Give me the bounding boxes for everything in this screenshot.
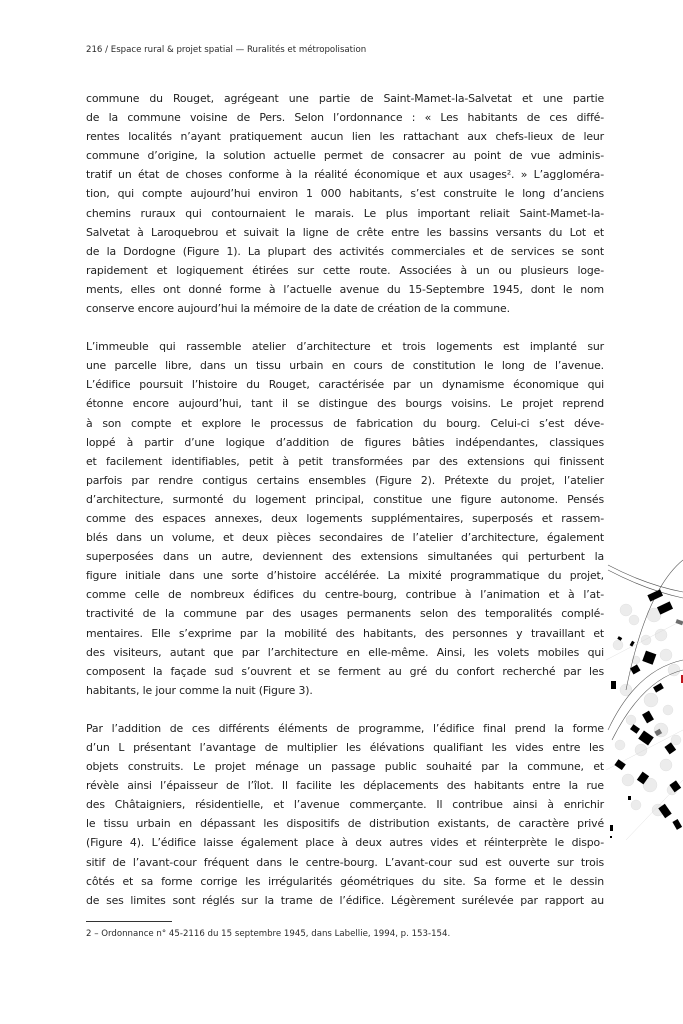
text-line: L’immeuble qui rassemble atelier d’architecture et trois logements est implanté sur bbox=[86, 340, 604, 354]
text-line: objets construits. Le projet ménage un passage public souhaité par la commune, et bbox=[86, 760, 604, 774]
text-line: composent la façade sud s’ouvrent et se ferment au gré du confort recherché par les bbox=[86, 664, 604, 678]
text-line: comme des espaces annexes, deux logements supplémentaires, superposés et rassem- bbox=[86, 511, 604, 525]
text-line: conserve encore aujourd’hui la mémoire de la date de création de la commune. bbox=[86, 302, 510, 316]
text-line: d’un L présentant l’avantage de multiplier les élévations qualifiant les vides entre les bbox=[86, 741, 604, 754]
text-line: blés dans un volume, et deux pièces secondaires de l’atelier d’architecture, également bbox=[86, 531, 604, 545]
text-line: (Figure 4). L’édifice laisse également place à deux autres vides et réinterprète le dispo- bbox=[86, 836, 604, 850]
text-line: le tissu urbain en dépassant les dispositifs de distribution existants, de caractère privé bbox=[86, 817, 604, 831]
text-line: de ses limites sont réglés sur la trame de l’édifice. Légèrement surélevée par rapport au bbox=[86, 893, 604, 907]
text-line: Par l’addition de ces différents éléments de programme, l’édifice final prend la forme bbox=[86, 721, 604, 735]
paragraph-3 bbox=[86, 719, 604, 910]
text-line: commune du Rouget, agrégeant une partie de Saint-Mamet-la-Salvetat et une partie bbox=[86, 92, 604, 105]
text-line: tratif un état de choses conforme à la réalité économique et aux usages². » L’aggloméra- bbox=[86, 168, 604, 182]
text-line: L’édifice poursuit l’histoire du Rouget, caractérisée par un dynamisme économique qui bbox=[86, 378, 604, 392]
text-line: rentes localités n’ayant pratiquement aucun lien les rattachant aux chefs-lieux de leur bbox=[86, 130, 604, 144]
text-line: étonne encore aujourd’hui, tant il se distingue des bourgs voisins. Le projet reprend bbox=[86, 397, 604, 411]
paragraph-1 bbox=[86, 89, 604, 318]
paragraph-2 bbox=[86, 337, 604, 700]
text-line: d’architecture, surmonté du logement principal, constitue une figure autonome. Pensés bbox=[86, 492, 604, 506]
text-line: de la commune voisine de Pers. Selon l’ordonnance : « Les habitants de ces diffé- bbox=[86, 111, 604, 125]
running-head: 216 / Espace rural & projet spatial — Ruralités et métropolisation bbox=[86, 45, 367, 55]
text-line: comme celle de nombreux édifices du centre-bourg, contribue à l’animation et à l’at- bbox=[86, 588, 604, 602]
text-line: révèle ainsi l’épaisseur de l’îlot. Il facilite les déplacements des habitants entre la rue bbox=[86, 779, 604, 793]
text-line: sitif de l’avant-cour fréquent dans le centre-bourg. L’avant-cour sud est ouverte sur trois bbox=[86, 855, 604, 869]
text-line: figure initiale dans une sorte d’histoire accélérée. La mixité programmatique du projet, bbox=[86, 569, 604, 583]
text-line: ments, elles ont donné forme à l’actuelle avenue du 15-Septembre 1945, dont le nom bbox=[86, 282, 604, 296]
text-line: une parcelle libre, dans un tissu urbain en cours de constitution le long de l’avenue. bbox=[86, 359, 604, 373]
site-plan-fragment bbox=[606, 540, 683, 840]
text-line: commune d’origine, la solution actuelle permet de consacrer au point de vue adminis- bbox=[86, 149, 604, 163]
footnote: 2 – Ordonnance n° 45-2116 du 15 septembre 1945, dans Labellie, 1994, p. 153-154. bbox=[86, 929, 451, 939]
text-line: habitants, le jour comme la nuit (Figure 3). bbox=[86, 683, 313, 697]
footnote-rule bbox=[86, 921, 172, 922]
text-line: chemins ruraux qui contournaient le marais. Le plus important reliait Saint-Mamet-la- bbox=[86, 206, 604, 220]
text-line: à son compte et explore le processus de fabrication du bourg. Celui-ci s’est déve- bbox=[86, 416, 604, 430]
text-line: parfois par rendre contigus certains ensembles (Figure 2). Prétexte du projet, l’atelier bbox=[86, 473, 604, 487]
text-line: et facilement identifiables, petit à petit transformées par des extensions qui finissent bbox=[86, 454, 604, 468]
body-text bbox=[86, 89, 604, 929]
text-line: mentaires. Elle s’exprime par la mobilité des habitants, des personnes y travaillant et bbox=[86, 626, 604, 640]
text-line: tion, qui compte aujourd’hui environ 1 000 habitants, s’est construite le long d’anciens bbox=[86, 187, 604, 201]
text-line: Salvetat à Laroquebrou et suivait la ligne de crête entre les bassins versants du Lot et bbox=[86, 225, 604, 239]
text-line: de la Dordogne (Figure 1). La plupart des activités commerciales et de services se sont bbox=[86, 244, 604, 258]
text-line: côtés et sa forme corrige les irrégularités géométriques du site. Sa forme et le dessin bbox=[86, 874, 604, 888]
text-line: rapidement et logiquement étirées sur cette route. Associées à un ou plusieurs loge- bbox=[86, 263, 604, 277]
text-line: superposées dans un autre, deviennent des extensions simultanées qui perturbent la bbox=[86, 550, 604, 564]
text-line: tractivité de la commune par des usages permanents selon des temporalités complé- bbox=[86, 607, 604, 621]
text-line: loppé à partir d’une logique d’addition de figures bâties indépendantes, classiques bbox=[86, 435, 604, 449]
text-line: des Châtaigniers, résidentielle, et l’avenue commerçante. Il contribue ainsi à enrichir bbox=[86, 798, 604, 812]
text-line: des visiteurs, autant que par l’architecture en elle-même. Ainsi, les volets mobiles qui bbox=[86, 645, 604, 659]
